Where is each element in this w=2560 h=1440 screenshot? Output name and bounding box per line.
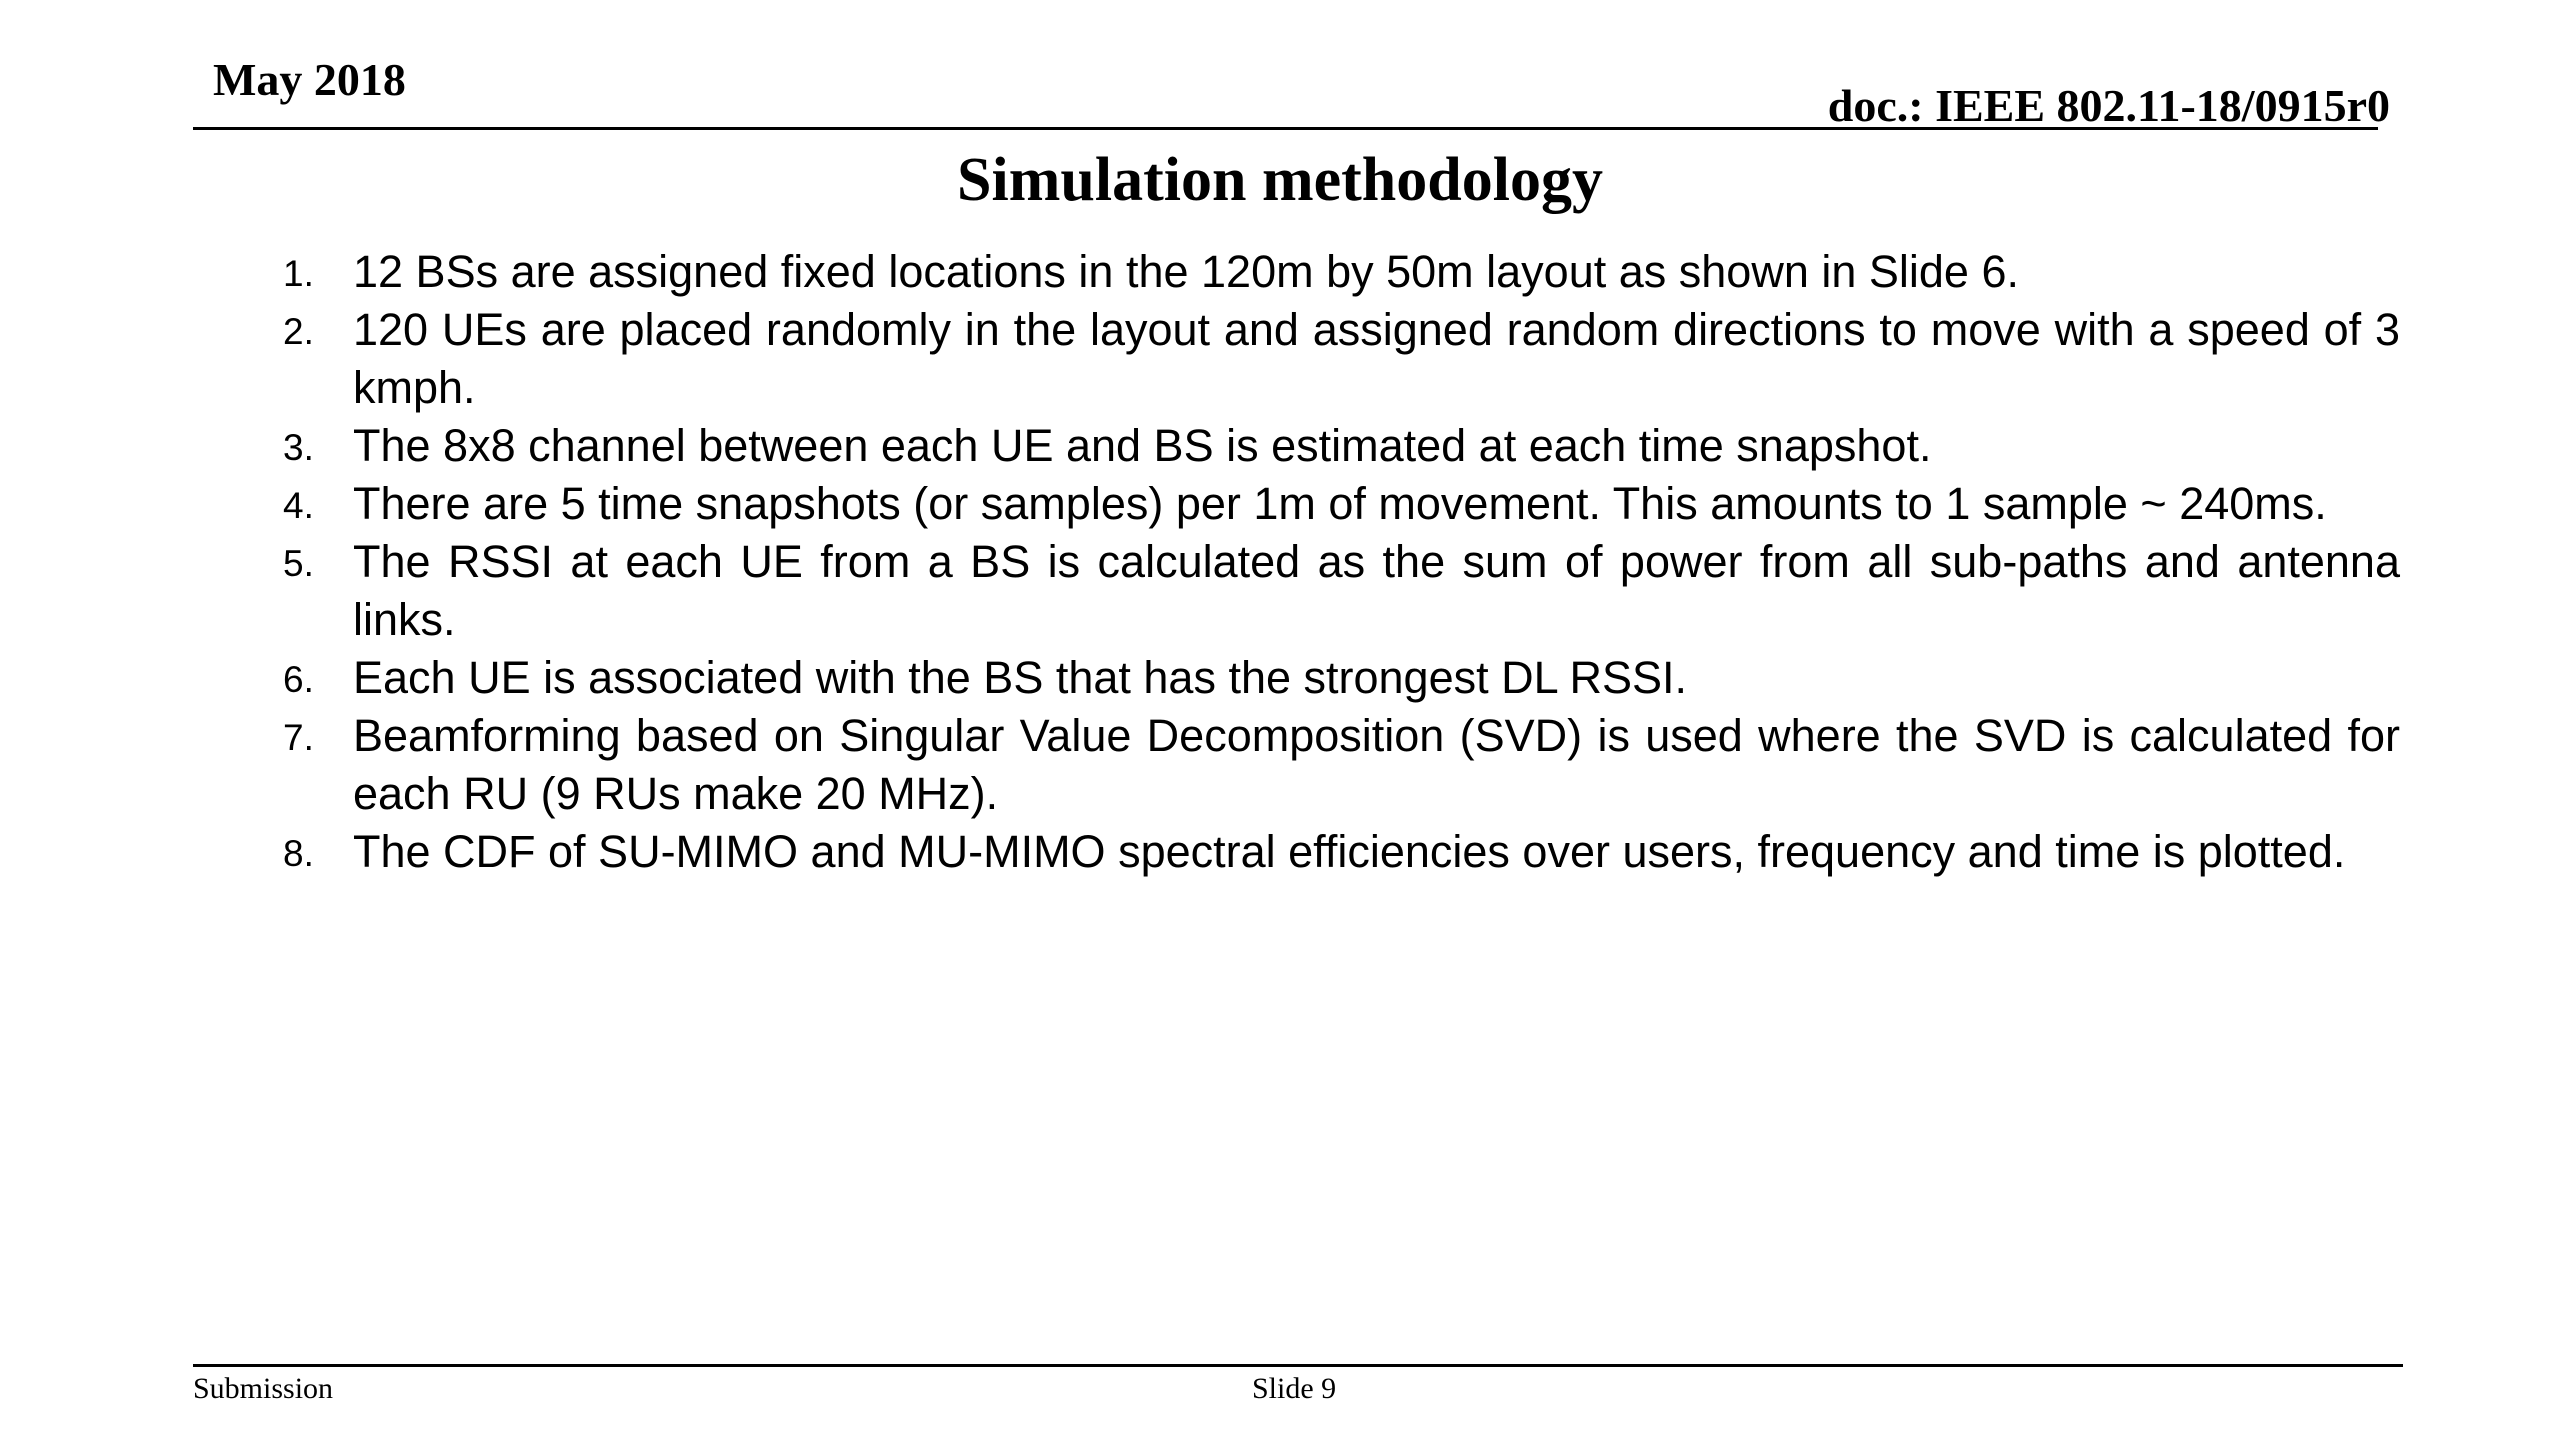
- step-item-3: [268, 417, 2400, 475]
- footer-divider: [193, 1364, 2403, 1367]
- step-number: 3.: [283, 427, 314, 468]
- step-number: 1.: [283, 253, 314, 294]
- step-number: 6.: [283, 659, 314, 700]
- step-item-1: [268, 243, 2400, 301]
- methodology-steps-list: [268, 243, 2400, 881]
- step-text: 12 BSs are assigned fixed locations in the 120m by 50m layout as shown in Slide 6.: [353, 246, 2019, 297]
- step-item-2: [268, 301, 2400, 417]
- step-text: Beamforming based on Singular Value Decomposition (SVD) is used where the SVD is calculated for each RU (9 RUs make 20 MHz).: [353, 710, 2400, 819]
- step-item-8: [268, 823, 2400, 881]
- step-text: The 8x8 channel between each UE and BS is estimated at each time snapshot.: [353, 420, 1932, 471]
- step-number: 2.: [283, 311, 314, 352]
- step-text: Each UE is associated with the BS that has the strongest DL RSSI.: [353, 652, 1688, 703]
- step-text: There are 5 time snapshots (or samples) per 1m of movement. This amounts to 1 sample ~ 240ms.: [353, 478, 2327, 529]
- step-item-6: [268, 649, 2400, 707]
- step-item-7: [268, 707, 2400, 823]
- step-number: 4.: [283, 485, 314, 526]
- step-item-5: [268, 533, 2400, 649]
- footer-slide-number: Slide 9: [1252, 1372, 1337, 1405]
- step-text: The CDF of SU-MIMO and MU-MIMO spectral efficiencies over users, frequency and time is plotted.: [353, 826, 2346, 877]
- header-date: May 2018: [213, 54, 406, 105]
- footer-submission-label: Submission: [193, 1372, 334, 1405]
- step-number: 7.: [283, 717, 314, 758]
- header-divider: [193, 127, 2378, 130]
- step-number: 5.: [283, 543, 314, 584]
- step-text: The RSSI at each UE from a BS is calculated as the sum of power from all sub-paths and antenna links.: [353, 536, 2400, 645]
- step-item-4: [268, 475, 2400, 533]
- step-number: 8.: [283, 833, 314, 874]
- slide-title: Simulation methodology: [957, 146, 1603, 214]
- document-id: doc.: IEEE 802.11-18/0915r0: [1827, 80, 2390, 131]
- step-text: 120 UEs are placed randomly in the layout and assigned random directions to move with a speed of 3 kmph.: [353, 304, 2400, 413]
